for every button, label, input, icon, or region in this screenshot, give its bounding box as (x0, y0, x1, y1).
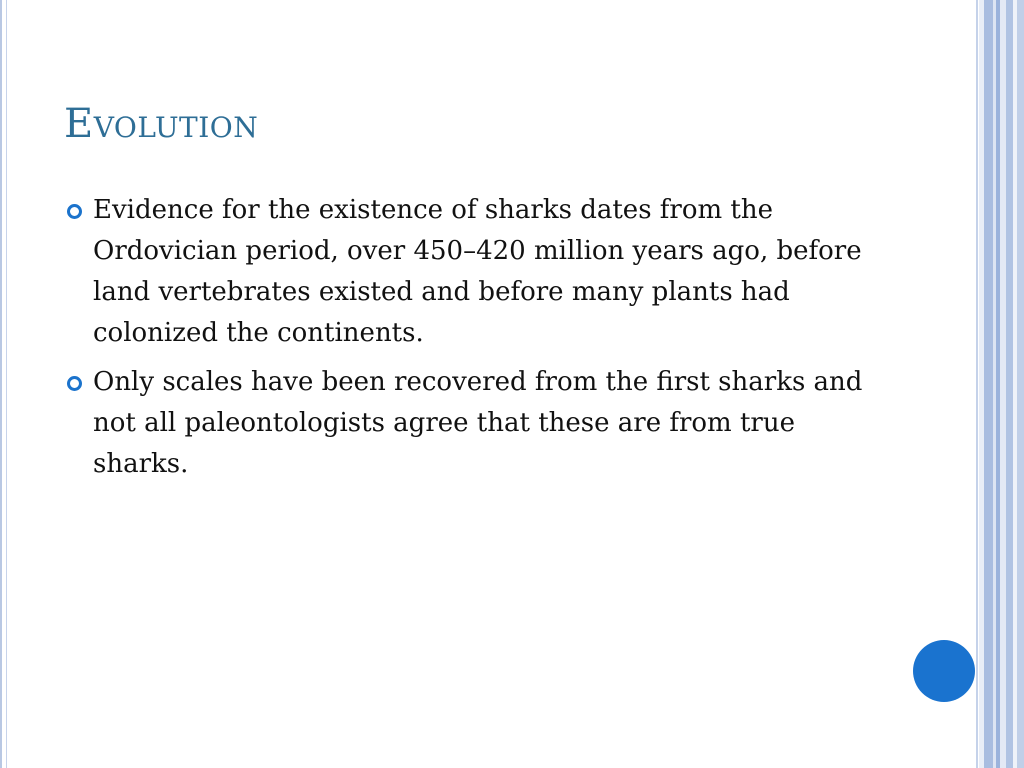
band-stripe (1017, 0, 1024, 768)
band-stripe (1006, 0, 1013, 768)
bullet-text: Only scales have been recovered from the first sharks and not all paleontologists agree that these are from true sharks. (93, 367, 863, 479)
bullet-item (64, 362, 884, 485)
left-border-inner-line (6, 0, 7, 768)
bullet-item (64, 190, 884, 354)
ring-bullet-icon (67, 376, 82, 391)
right-decorative-band (976, 0, 1024, 768)
band-stripe (976, 0, 978, 768)
filled-circle-icon (913, 640, 975, 702)
slide-title: Evolution (64, 101, 259, 147)
bullet-text: Evidence for the existence of sharks dates from the Ordovician period, over 450–420 million years ago, before land vertebrates existed and before many plants had colonized the continents. (93, 195, 862, 348)
band-stripe (984, 0, 993, 768)
left-border-line (0, 0, 2, 768)
bullet-list (64, 190, 884, 493)
ring-bullet-icon (67, 204, 82, 219)
